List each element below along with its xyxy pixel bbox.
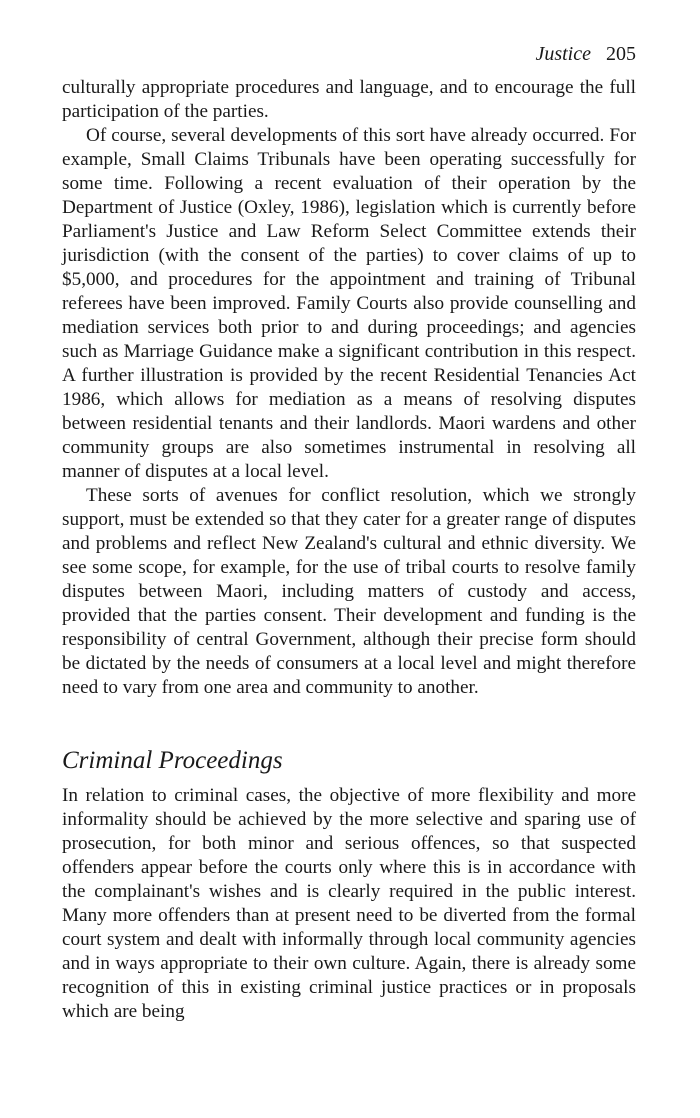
running-head-title: Justice	[535, 43, 591, 65]
paragraph-criminal-proceedings: In relation to criminal cases, the objective of more flexibility and more informality should be achieved by the more selective and sparing use of prosecution, for both minor and serious offences, so that suspected offenders appear before the courts only where this is in accordance with the complainant's wishes and is clearly required in the public interest. Many more offenders than at present need to be diverted from the formal court system and dealt with informally through local community agencies and in ways appropriate to their own culture. Again, there is already some recognition of this in existing criminal justice practices or in proposals which are being	[62, 785, 636, 1022]
book-page	[62, 40, 636, 1024]
section-heading: Criminal Proceedings	[62, 747, 283, 774]
paragraph-continued: culturally appropriate procedures and language, and to encourage the full participation of the parties.	[62, 77, 636, 122]
running-head	[62, 40, 636, 68]
page-number: 205	[606, 43, 636, 65]
paragraph-avenues: These sorts of avenues for conflict resolution, which we strongly support, must be extended so that they cater for a greater range of disputes and problems and reflect New Zealand's cultural and ethnic diversity. We see some scope, for example, for the use of tribal courts to resolve family disputes between Maori, including matters of custody and access, provided that the parties consent. Their development and funding is the responsibility of central Government, although their precise form should be dictated by the needs of consumers at a local level and might therefore need to vary from one area and community to another.	[62, 485, 636, 698]
paragraph-developments: Of course, several developments of this sort have already occurred. For example, Small Claims Tribunals have been operating successfully for some time. Following a recent evaluation of their operation by the Department of Justice (Oxley, 1986), legislation which is currently before Parliament's Justice and Law Reform Select Committee extends their jurisdiction (with the consent of the parties) to cover claims of up to $5,000, and procedures for the appointment and training of Tribunal referees have been improved. Family Courts also provide counselling and mediation services both prior to and during proceedings; and agencies such as Marriage Guidance make a significant contribution in this respect. A further illustration is provided by the recent Residential Tenancies Act 1986, which allows for mediation as a means of resolving disputes between residential tenants and their landlords. Maori wardens and other community groups are also sometimes instrumental in resolving all manner of disputes at a local level.	[62, 125, 636, 482]
